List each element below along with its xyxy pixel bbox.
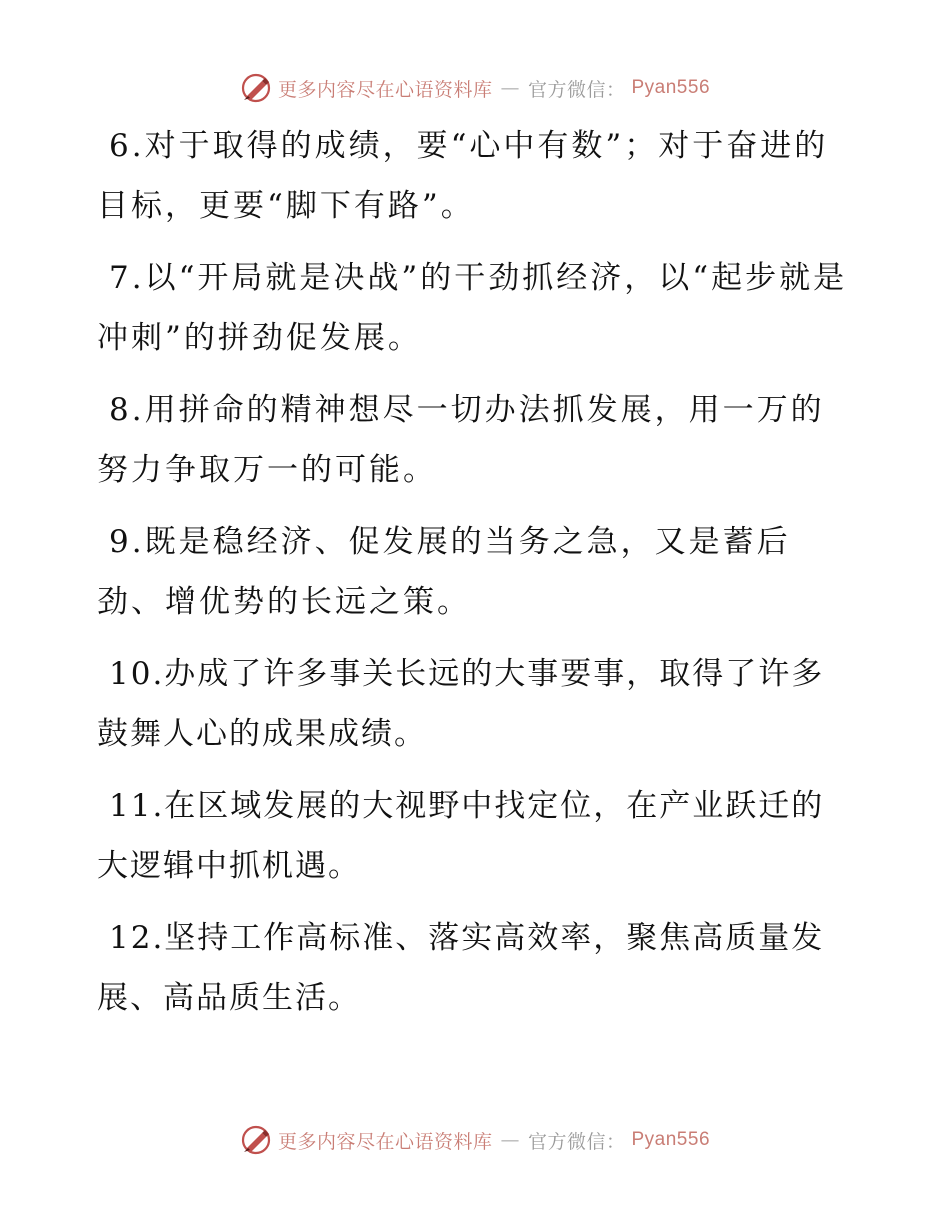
watermark-text: 更多内容尽在心语资料库: [277, 78, 493, 101]
watermark-dash: —: [500, 1129, 520, 1151]
list-item: 6.对于取得的成绩，要“心中有数”；对于奋进的目标，更要“脚下有路”。: [97, 128, 829, 224]
watermark-official-label: 官方微信：: [527, 78, 626, 101]
list-item: 9.既是稳经济、促发展的当务之急，又是蓄后劲、增优势的长远之策。: [97, 524, 791, 620]
pen-logo-icon: [240, 72, 272, 104]
list-item: 7.以“开局就是决战”的干劲抓经济，以“起步就是冲刺”的拼劲促发展。: [97, 260, 848, 356]
watermark-text: 更多内容尽在心语资料库: [277, 1130, 493, 1153]
list-item: 8.用拼命的精神想尽一切办法抓发展，用一万的努力争取万一的可能。: [97, 392, 825, 488]
list-item: 12.坚持工作高标准、落实高效率，聚焦高质量发展、高品质生活。: [97, 920, 825, 1016]
pen-logo-icon: [240, 1124, 272, 1156]
watermark-dash: —: [500, 77, 520, 99]
watermark-wechat-id: Pyan556: [631, 77, 711, 98]
header-watermark: [0, 72, 950, 104]
watermark-official-label: 官方微信：: [527, 1130, 626, 1153]
footer-watermark: [0, 1124, 950, 1156]
watermark-wechat-id: Pyan556: [631, 1129, 711, 1150]
document-body: [97, 116, 857, 1040]
list-item: 11.在区域发展的大视野中找定位，在产业跃迁的大逻辑中抓机遇。: [97, 788, 825, 884]
list-item: 10.办成了许多事关长远的大事要事，取得了许多鼓舞人心的成果成绩。: [97, 656, 825, 752]
